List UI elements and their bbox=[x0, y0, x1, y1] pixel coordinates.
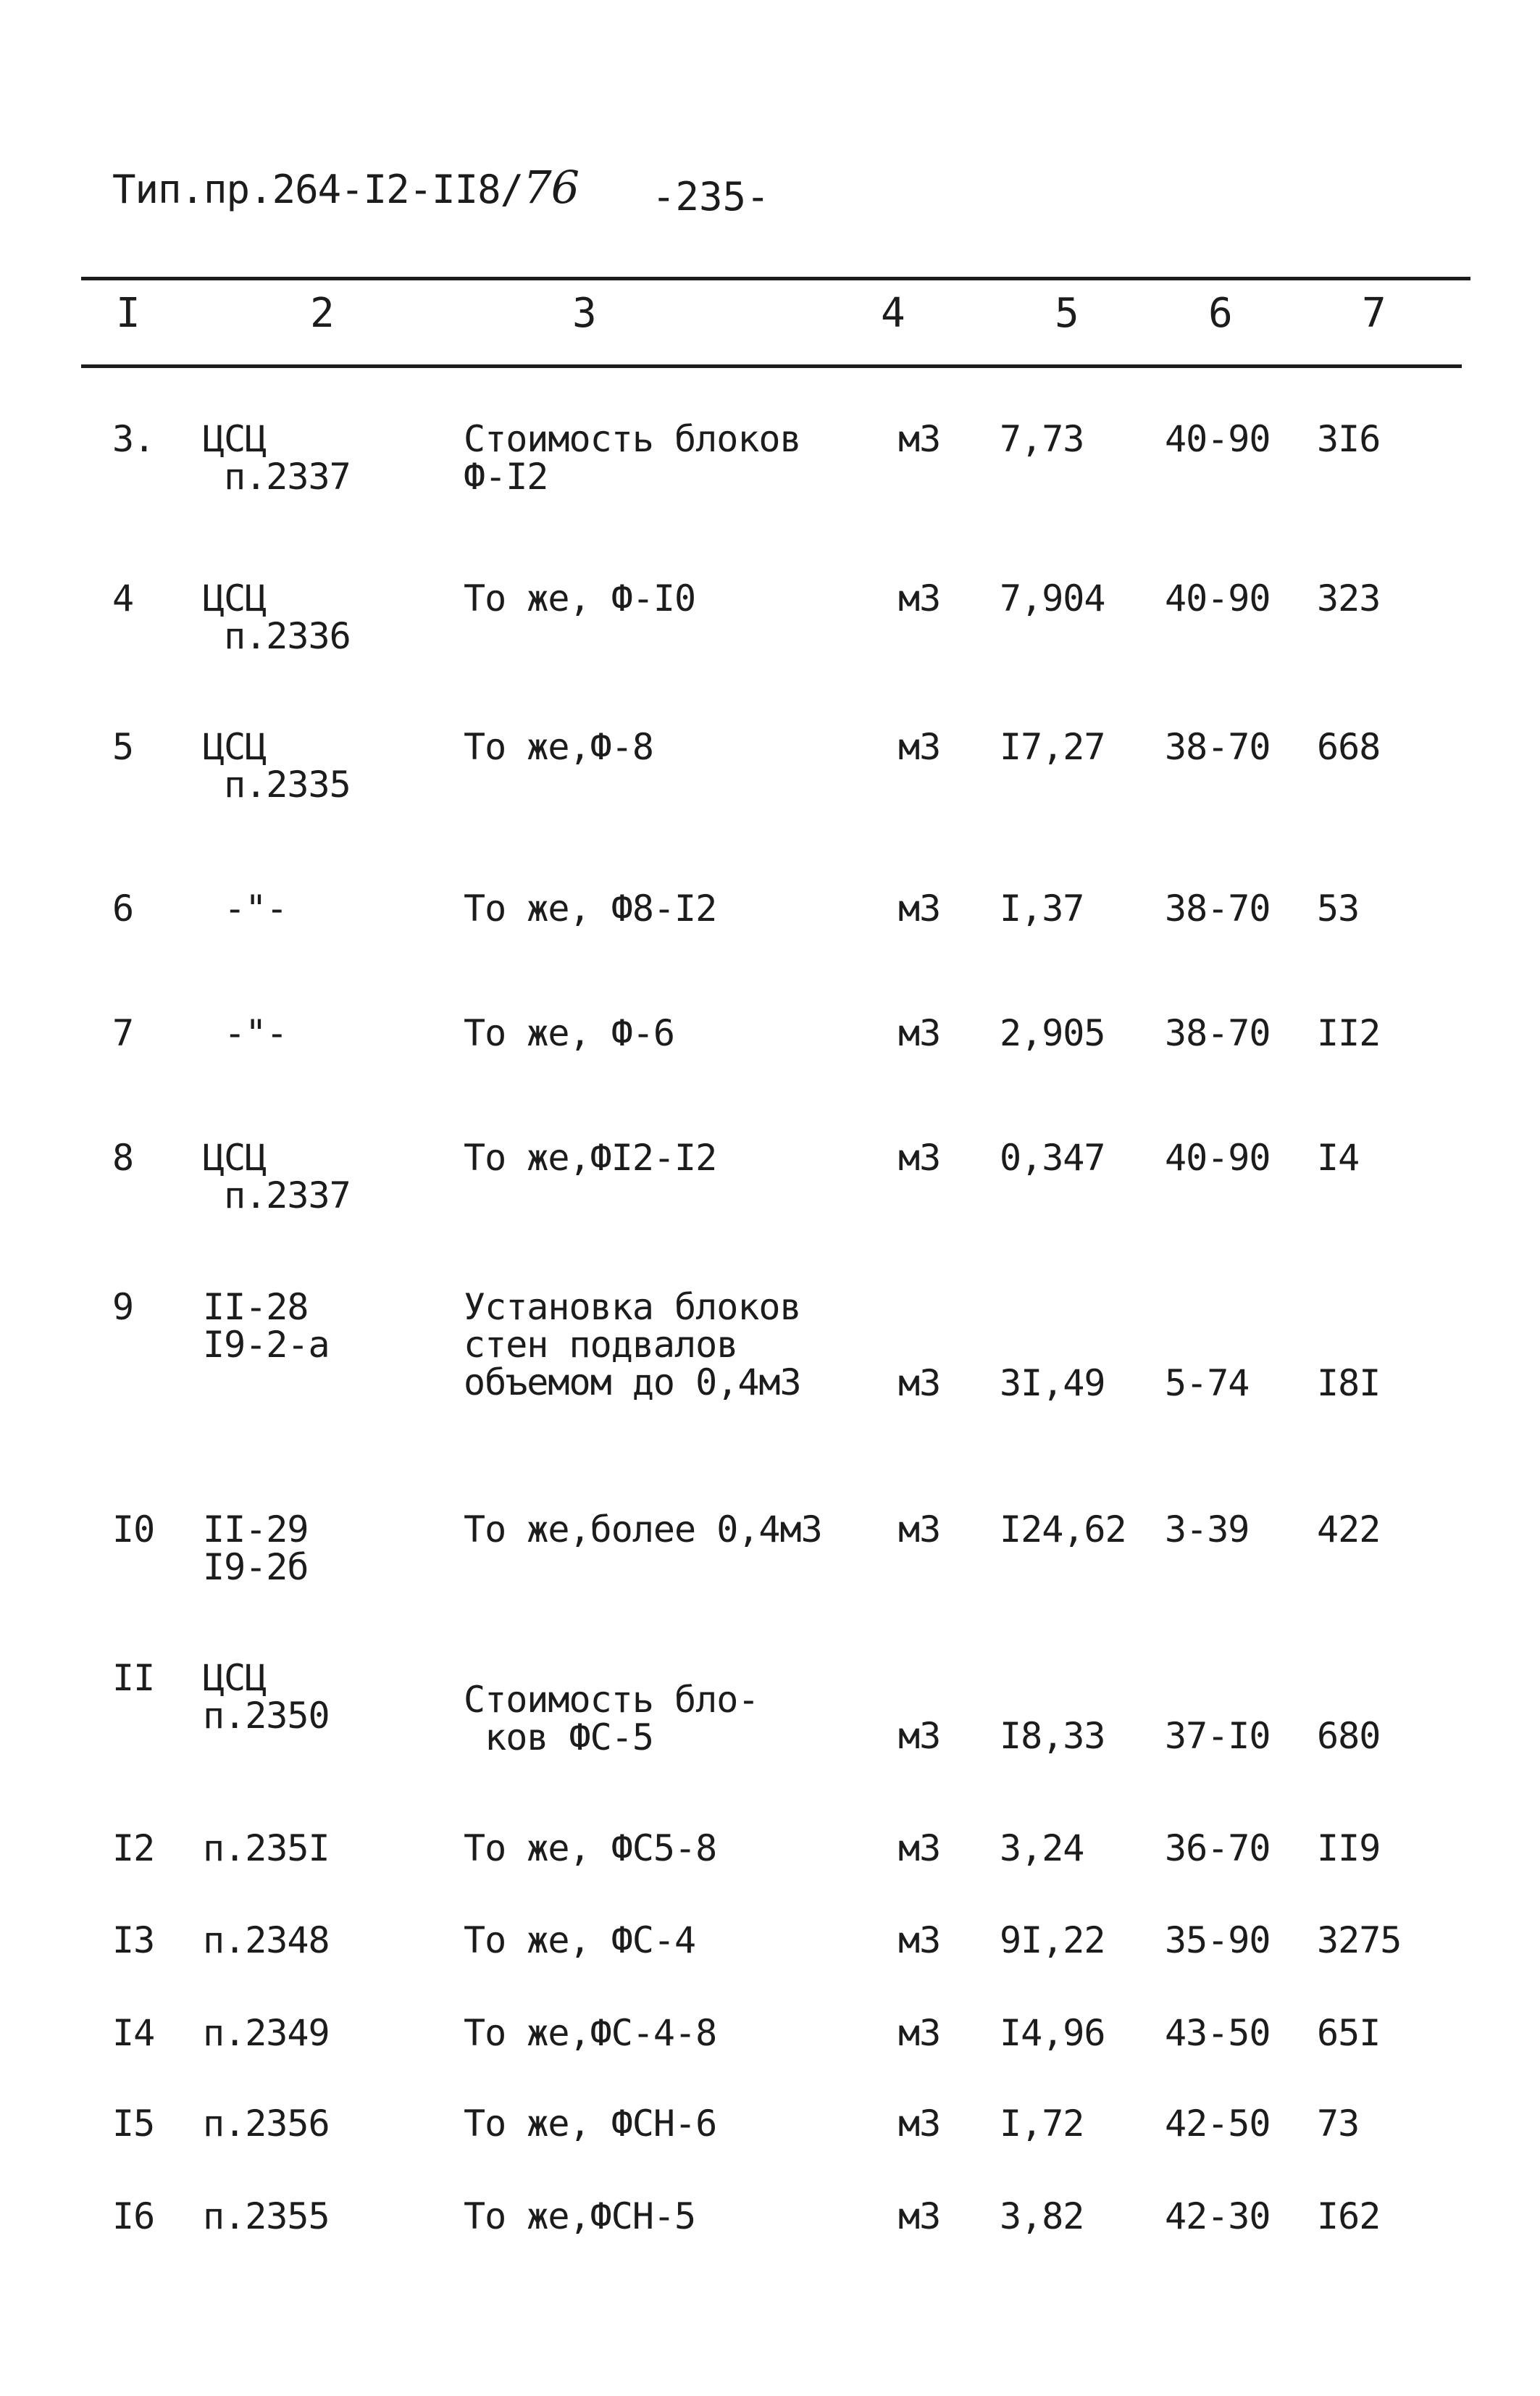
row-quantity: I8,33 bbox=[1000, 1715, 1105, 1757]
row-unit: м3 bbox=[898, 1012, 941, 1054]
column-header-1: I bbox=[116, 290, 141, 337]
row-unit-price: 37-I0 bbox=[1165, 1715, 1271, 1757]
row-unit: м3 bbox=[898, 1827, 941, 1869]
row-quantity: 9I,22 bbox=[1000, 1919, 1105, 1961]
row-total: 3I6 bbox=[1317, 418, 1381, 460]
row-number: I0 bbox=[112, 1508, 155, 1550]
row-unit: м3 bbox=[898, 577, 941, 619]
row-number: 4 bbox=[112, 577, 134, 619]
row-unit-price: 5-74 bbox=[1165, 1362, 1250, 1404]
row-quantity: 7,73 bbox=[1000, 418, 1084, 460]
row-unit: м3 bbox=[898, 726, 941, 768]
row-unit: м3 bbox=[898, 1137, 941, 1179]
row-quantity: I4,96 bbox=[1000, 2012, 1105, 2054]
row-description: То же, Ф-I0 bbox=[464, 577, 696, 619]
row-description: Стоимость бло- ков ФС-5 bbox=[464, 1679, 759, 1758]
row-unit-price: 42-50 bbox=[1165, 2103, 1271, 2145]
table-header-rule bbox=[81, 364, 1462, 368]
row-total: I62 bbox=[1317, 2195, 1381, 2237]
row-unit: м3 bbox=[898, 1715, 941, 1757]
row-reference: ЦСЦ п.2350 bbox=[203, 1657, 330, 1737]
row-reference: п.2348 bbox=[203, 1919, 330, 1961]
row-total: 53 bbox=[1317, 888, 1360, 930]
row-unit: м3 bbox=[898, 2012, 941, 2054]
row-description: То же, ФС5-8 bbox=[464, 1827, 717, 1869]
row-reference: ЦСЦ п.2335 bbox=[203, 726, 351, 806]
row-description: То же, Ф8-I2 bbox=[464, 888, 717, 930]
row-number: 6 bbox=[112, 888, 134, 930]
row-quantity: 3,24 bbox=[1000, 1827, 1084, 1869]
row-number: 7 bbox=[112, 1012, 134, 1054]
row-total: 680 bbox=[1317, 1715, 1381, 1757]
row-description: Установка блоков стен подвалов объемом до 0,4м3 bbox=[464, 1286, 801, 1403]
project-reference-typed: Тип.пр.264-I2-II8/ bbox=[112, 167, 524, 212]
row-number: I5 bbox=[112, 2103, 155, 2145]
table-top-rule bbox=[81, 277, 1470, 280]
row-total: 668 bbox=[1317, 726, 1381, 768]
row-description: То же,ФС-4-8 bbox=[464, 2012, 717, 2054]
row-unit-price: 35-90 bbox=[1165, 1919, 1271, 1961]
row-unit: м3 bbox=[898, 1508, 941, 1550]
row-unit: м3 bbox=[898, 2103, 941, 2145]
row-unit-price: 40-90 bbox=[1165, 577, 1271, 619]
row-number: I2 bbox=[112, 1827, 155, 1869]
row-description: То же, ФС-4 bbox=[464, 1919, 696, 1961]
row-quantity: 7,904 bbox=[1000, 577, 1105, 619]
project-reference-handwritten: 76 bbox=[523, 161, 579, 214]
row-total: I4 bbox=[1317, 1137, 1360, 1179]
row-quantity: I7,27 bbox=[1000, 726, 1105, 768]
row-reference: -"- bbox=[203, 888, 288, 930]
row-number: II bbox=[112, 1657, 155, 1699]
row-unit: м3 bbox=[898, 1362, 941, 1404]
row-quantity: 3I,49 bbox=[1000, 1362, 1105, 1404]
row-total: II9 bbox=[1317, 1827, 1381, 1869]
row-reference: п.2349 bbox=[203, 2012, 330, 2054]
row-description: То же,Ф-8 bbox=[464, 726, 653, 768]
row-number: I3 bbox=[112, 1919, 155, 1961]
project-reference bbox=[112, 161, 579, 214]
row-reference: ЦСЦ п.2336 bbox=[203, 577, 351, 657]
column-header-6: 6 bbox=[1208, 290, 1233, 337]
row-number: I6 bbox=[112, 2195, 155, 2237]
column-header-3: 3 bbox=[572, 290, 597, 337]
row-total: 422 bbox=[1317, 1508, 1381, 1550]
row-unit-price: 40-90 bbox=[1165, 1137, 1271, 1179]
row-description: То же, ФСН-6 bbox=[464, 2103, 717, 2145]
row-quantity: I,72 bbox=[1000, 2103, 1084, 2145]
row-number: 8 bbox=[112, 1137, 134, 1179]
row-reference: п.2355 bbox=[203, 2195, 330, 2237]
row-number: 9 bbox=[112, 1286, 134, 1328]
row-total: 73 bbox=[1317, 2103, 1360, 2145]
row-unit-price: 38-70 bbox=[1165, 726, 1271, 768]
row-unit: м3 bbox=[898, 418, 941, 460]
row-total: 323 bbox=[1317, 577, 1381, 619]
row-unit-price: 36-70 bbox=[1165, 1827, 1271, 1869]
row-unit-price: 40-90 bbox=[1165, 418, 1271, 460]
row-unit: м3 bbox=[898, 1919, 941, 1961]
row-number: 3. bbox=[112, 418, 155, 460]
row-description: То же, Ф-6 bbox=[464, 1012, 675, 1054]
row-description: То же,ФI2-I2 bbox=[464, 1137, 717, 1179]
row-description: То же,более 0,4м3 bbox=[464, 1508, 822, 1550]
row-quantity: 2,905 bbox=[1000, 1012, 1105, 1054]
column-header-5: 5 bbox=[1055, 290, 1079, 337]
row-reference: II-29 I9-2б bbox=[203, 1508, 309, 1588]
page-number: -235- bbox=[652, 174, 770, 220]
row-reference: ЦСЦ п.2337 bbox=[203, 1137, 351, 1216]
row-total: II2 bbox=[1317, 1012, 1381, 1054]
row-unit-price: 38-70 bbox=[1165, 888, 1271, 930]
row-number: 5 bbox=[112, 726, 134, 768]
column-header-4: 4 bbox=[881, 290, 905, 337]
row-unit-price: 43-50 bbox=[1165, 2012, 1271, 2054]
column-header-2: 2 bbox=[310, 290, 335, 337]
row-unit-price: 3-39 bbox=[1165, 1508, 1250, 1550]
row-unit: м3 bbox=[898, 888, 941, 930]
row-quantity: 3,82 bbox=[1000, 2195, 1084, 2237]
row-total: 65I bbox=[1317, 2012, 1381, 2054]
row-unit: м3 bbox=[898, 2195, 941, 2237]
row-reference: II-28 I9-2-а bbox=[203, 1286, 330, 1366]
row-unit-price: 38-70 bbox=[1165, 1012, 1271, 1054]
row-quantity: 0,347 bbox=[1000, 1137, 1105, 1179]
row-reference: ЦСЦ п.2337 bbox=[203, 418, 351, 498]
row-quantity: I,37 bbox=[1000, 888, 1084, 930]
row-reference: п.235I bbox=[203, 1827, 330, 1869]
row-description: То же,ФСН-5 bbox=[464, 2195, 696, 2237]
row-reference: -"- bbox=[203, 1012, 288, 1054]
row-description: Стоимость блоков Ф-I2 bbox=[464, 418, 801, 498]
row-reference: п.2356 bbox=[203, 2103, 330, 2145]
row-total: 3275 bbox=[1317, 1919, 1402, 1961]
column-header-7: 7 bbox=[1362, 290, 1386, 337]
row-number: I4 bbox=[112, 2012, 155, 2054]
row-unit-price: 42-30 bbox=[1165, 2195, 1271, 2237]
row-total: I8I bbox=[1317, 1362, 1381, 1404]
row-quantity: I24,62 bbox=[1000, 1508, 1126, 1550]
